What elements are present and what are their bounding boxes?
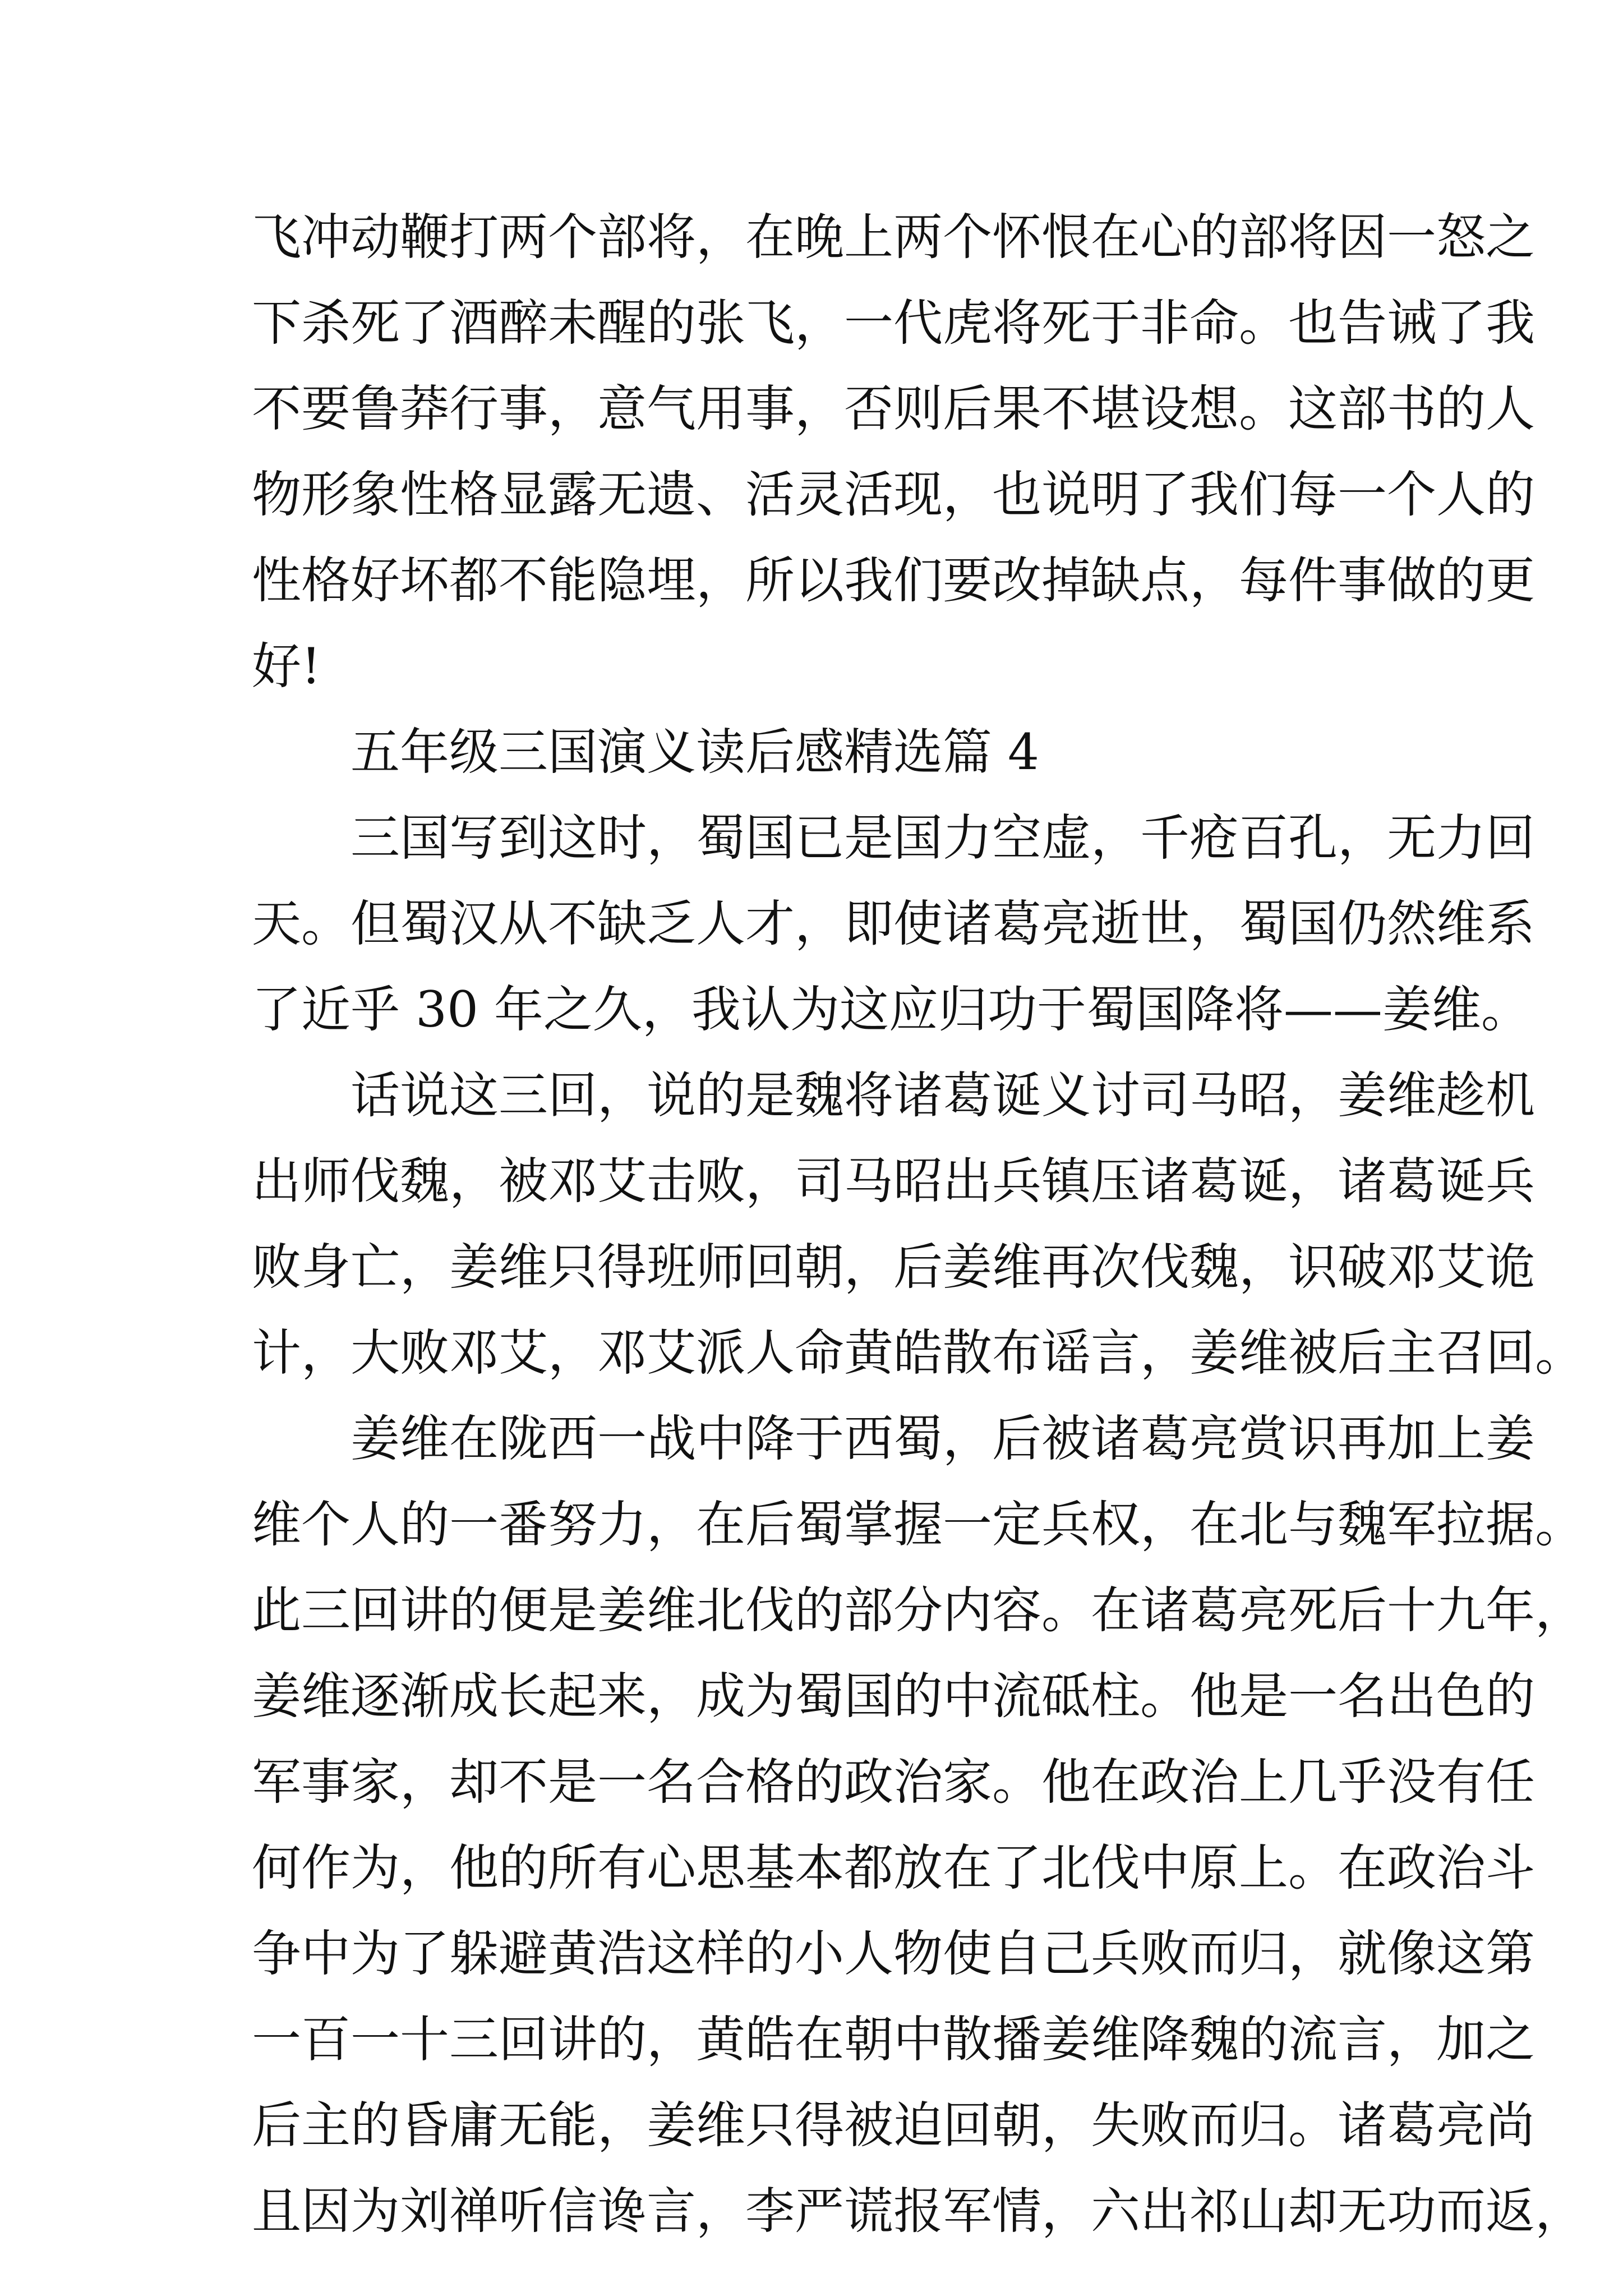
- text-line: 物形象性格显露无遗、活灵活现，也说明了我们每一个人的: [252, 466, 1536, 523]
- text-line: 天。但蜀汉从不缺乏人才，即使诸葛亮逝世，蜀国仍然维系: [252, 895, 1536, 953]
- text-line: 出师伐魏，被邓艾击败，司马昭出兵镇压诸葛诞，诸葛诞兵: [252, 1152, 1536, 1210]
- text-line: 一百一十三回讲的，黄皓在朝中散播姜维降魏的流言，加之: [252, 2010, 1536, 2068]
- text-line: 飞冲动鞭打两个部将，在晚上两个怀恨在心的部将因一怒之: [252, 208, 1536, 266]
- text-line: 此三回讲的便是姜维北伐的部分内容。在诸葛亮死后十九年，: [252, 1581, 1585, 1639]
- text-line: 话说这三回，说的是魏将诸葛诞义讨司马昭，姜维趁机: [351, 1066, 1536, 1124]
- text-line: 好!: [252, 637, 321, 695]
- text-line: 性格好坏都不能隐埋，所以我们要改掉缺点，每件事做的更: [252, 551, 1536, 609]
- text-line: 计，大败邓艾，邓艾派人命黄皓散布谣言，姜维被后主召回。: [252, 1324, 1585, 1382]
- text-line: 姜维逐渐成长起来，成为蜀国的中流砥柱。他是一名出色的: [252, 1667, 1536, 1725]
- text-line: 维个人的一番努力，在后蜀掌握一定兵权，在北与魏军拉据。: [252, 1496, 1585, 1553]
- text-line: 不要鲁莽行事，意气用事，否则后果不堪设想。这部书的人: [252, 380, 1536, 438]
- text-line: 军事家，却不是一名合格的政治家。他在政治上几乎没有任: [252, 1753, 1536, 1811]
- text-line: 后主的昏庸无能，姜维只得被迫回朝，失败而归。诸葛亮尚: [252, 2096, 1536, 2154]
- text-line: 五年级三国演义读后感精选篇 4: [351, 723, 1039, 781]
- document-text-body: [252, 194, 1585, 2254]
- text-line: 了近乎 30 年之久，我认为这应归功于蜀国降将——姜维。: [252, 981, 1530, 1038]
- text-line: 三国写到这时，蜀国已是国力空虚，千疮百孔，无力回: [351, 809, 1536, 867]
- text-line: 下杀死了酒醉未醒的张飞，一代虎将死于非命。也告诫了我: [252, 294, 1536, 352]
- text-line: 且因为刘禅听信谗言，李严谎报军情，六出祁山却无功而返，: [252, 2182, 1585, 2240]
- text-line: 败身亡，姜维只得班师回朝，后姜维再次伐魏，识破邓艾诡: [252, 1238, 1536, 1296]
- text-line: 何作为，他的所有心思基本都放在了北伐中原上。在政治斗: [252, 1839, 1536, 1897]
- text-line: 姜维在陇西一战中降于西蜀，后被诸葛亮赏识再加上姜: [351, 1410, 1536, 1467]
- text-line: 争中为了躲避黄浩这样的小人物使自己兵败而归，就像这第: [252, 1925, 1536, 1982]
